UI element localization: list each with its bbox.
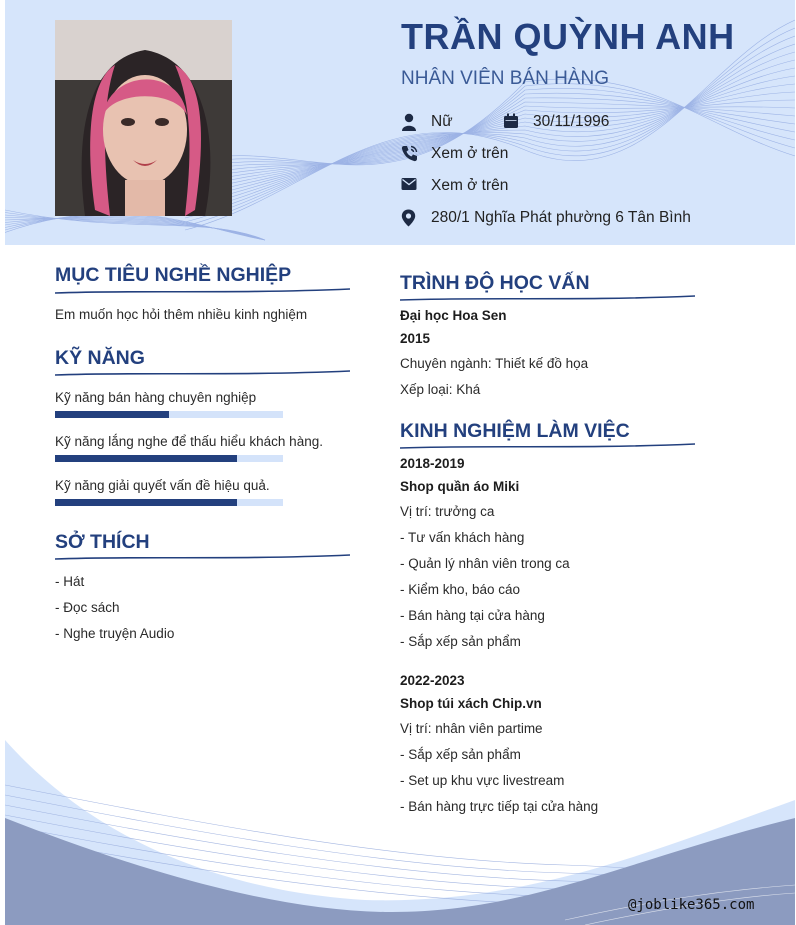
gender-row bbox=[401, 113, 453, 131]
skills-title: KỸ NĂNG bbox=[55, 347, 145, 369]
education-school: Đại học Hoa Sen bbox=[400, 308, 507, 323]
resume-page bbox=[5, 0, 795, 925]
skill-label: Kỹ năng lắng nghe để thấu hiểu khách hàng. bbox=[55, 434, 323, 449]
job-line: - Set up khu vực livestream bbox=[400, 773, 565, 788]
phone-row bbox=[401, 145, 508, 163]
birthday-row bbox=[503, 113, 609, 131]
hobby-item: - Hát bbox=[55, 574, 85, 589]
job-line: - Quản lý nhân viên trong ca bbox=[400, 556, 570, 571]
email-value: Xem ở trên bbox=[431, 177, 509, 194]
skill-bar bbox=[55, 411, 283, 418]
education-underline bbox=[400, 294, 695, 304]
job-line: - Tư vấn khách hàng bbox=[400, 530, 525, 545]
gender-value: Nữ bbox=[431, 113, 453, 130]
skill-bar bbox=[55, 455, 283, 462]
skill-bar-fill bbox=[55, 455, 237, 462]
skill-label: Kỹ năng giải quyết vấn đề hiệu quả. bbox=[55, 478, 270, 493]
hobby-item: - Đọc sách bbox=[55, 600, 120, 615]
job-line: Vị trí: trưởng ca bbox=[400, 504, 495, 519]
job-line: - Sắp xếp sản phẩm bbox=[400, 634, 521, 649]
phone-value: Xem ở trên bbox=[431, 145, 509, 162]
address-row bbox=[401, 209, 691, 227]
job-title: NHÂN VIÊN BÁN HÀNG bbox=[401, 68, 609, 89]
skill-bar-fill bbox=[55, 499, 237, 506]
education-rank: Xếp loại: Khá bbox=[400, 382, 481, 397]
envelope-icon bbox=[401, 177, 421, 195]
objective-title: MỤC TIÊU NGHỀ NGHIỆP bbox=[55, 264, 292, 286]
job-period: 2018-2019 bbox=[400, 456, 465, 471]
watermark: @joblike365.com bbox=[628, 897, 755, 913]
skills-underline bbox=[55, 369, 350, 379]
job-line: - Sắp xếp sản phẩm bbox=[400, 747, 521, 762]
objective-text: Em muốn học hỏi thêm nhiều kinh nghiệm bbox=[55, 307, 308, 322]
address-value: 280/1 Nghĩa Phát phường 6 Tân Bình bbox=[431, 209, 691, 226]
education-year: 2015 bbox=[400, 331, 431, 346]
phone-icon bbox=[401, 145, 421, 163]
experience-title: KINH NGHIỆM LÀM VIỆC bbox=[400, 420, 630, 442]
job-period: 2022-2023 bbox=[400, 673, 465, 688]
skill-bar bbox=[55, 499, 283, 506]
objective-underline bbox=[55, 287, 350, 297]
hobby-item: - Nghe truyện Audio bbox=[55, 626, 175, 641]
education-major: Chuyên ngành: Thiết kế đồ họa bbox=[400, 356, 589, 371]
birthday-value: 30/11/1996 bbox=[533, 113, 610, 130]
email-row bbox=[401, 177, 508, 195]
education-title: TRÌNH ĐỘ HỌC VẤN bbox=[400, 272, 590, 294]
header bbox=[5, 0, 795, 245]
job-company: Shop túi xách Chip.vn bbox=[400, 696, 542, 711]
job-line: Vị trí: nhân viên partime bbox=[400, 721, 543, 736]
job-line: - Bán hàng tại cửa hàng bbox=[400, 608, 545, 623]
skill-bar-fill bbox=[55, 411, 169, 418]
skill-label: Kỹ năng bán hàng chuyên nghiệp bbox=[55, 390, 257, 405]
experience-underline bbox=[400, 442, 695, 452]
person-icon bbox=[401, 113, 421, 131]
hobbies-underline bbox=[55, 553, 350, 563]
candidate-name: TRẦN QUỲNH ANH bbox=[401, 16, 735, 57]
calendar-icon bbox=[503, 113, 523, 131]
hobbies-title: SỞ THÍCH bbox=[55, 531, 150, 553]
job-line: - Bán hàng trực tiếp tại cửa hàng bbox=[400, 799, 599, 814]
job-line: - Kiểm kho, báo cáo bbox=[400, 582, 521, 597]
map-pin-icon bbox=[401, 209, 421, 227]
profile-photo bbox=[55, 20, 232, 216]
job-company: Shop quần áo Miki bbox=[400, 479, 520, 494]
